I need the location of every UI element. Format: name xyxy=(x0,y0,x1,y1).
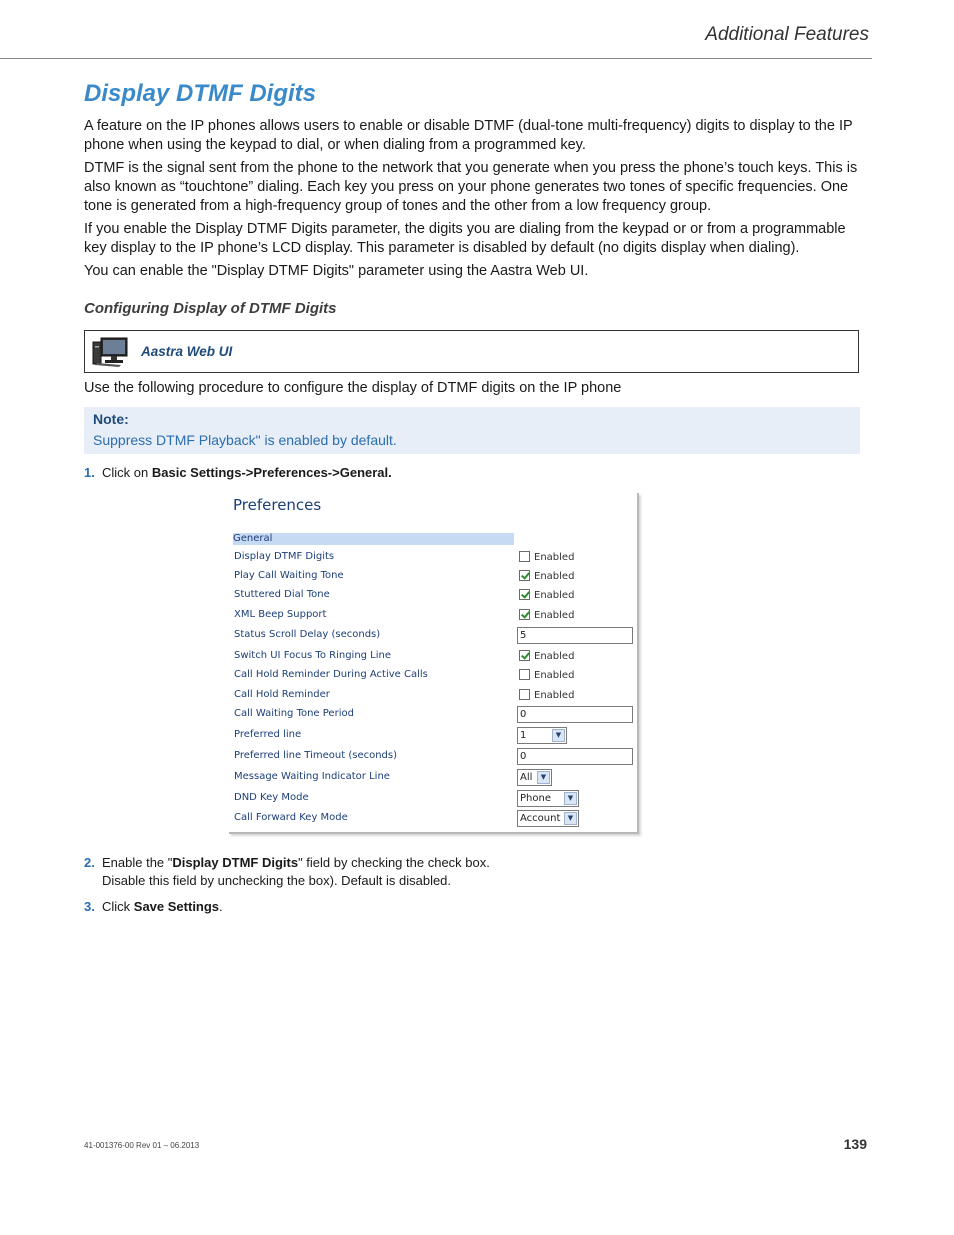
pref-label: DND Key Mode xyxy=(234,792,309,803)
switch-ui-focus-checkbox[interactable] xyxy=(519,650,530,661)
note-text: Suppress DTMF Playback" is enabled by default. xyxy=(93,432,397,448)
preferred-line-value: 1 xyxy=(520,730,527,741)
pref-row-call-forward-key-mode xyxy=(229,810,635,828)
footer-document-code: 41-001376-00 Rev 01 – 06.2013 xyxy=(84,1141,200,1150)
header-section-title: Additional Features xyxy=(705,24,869,45)
enabled-label: Enabled xyxy=(534,670,575,681)
message-waiting-indicator-line-select[interactable] xyxy=(517,769,552,786)
pref-label: Message Waiting Indicator Line xyxy=(234,771,390,782)
call-forward-key-mode-select[interactable] xyxy=(517,810,579,827)
chevron-down-icon[interactable]: ▼ xyxy=(564,812,577,825)
step-1 xyxy=(84,464,392,482)
call-hold-reminder-checkbox[interactable] xyxy=(519,689,530,700)
intro-paragraph-4: You can enable the "Display DTMF Digits" parameter using the Aastra Web UI. xyxy=(84,263,589,279)
pref-row-xml-beep-support xyxy=(229,607,635,625)
pref-row-dnd-key-mode xyxy=(229,790,635,808)
step-number: 2. xyxy=(84,855,95,870)
pref-row-preferred-line-timeout xyxy=(229,748,635,766)
note-label: Note: xyxy=(93,411,129,427)
pref-row-switch-ui-focus xyxy=(229,648,635,666)
enabled-label: Enabled xyxy=(534,610,575,621)
dnd-key-mode-value: Phone xyxy=(520,793,551,804)
step-text: " field by checking the check box. xyxy=(298,855,490,870)
pref-row-status-scroll-delay xyxy=(229,627,635,645)
pref-row-display-dtmf-digits xyxy=(229,549,635,567)
preferences-title: Preferences xyxy=(233,496,322,514)
intro-paragraph-3: If you enable the Display DTMF Digits parameter, the digits you are dialing from the keypad or or from a programmable key display to the IP phone’s LCD display. This parameter is disabled by default (no digits display when dialing). xyxy=(84,221,846,256)
pref-label: Preferred line Timeout (seconds) xyxy=(234,750,398,761)
header-divider xyxy=(0,58,872,59)
pref-row-play-call-waiting-tone xyxy=(229,568,635,586)
step-menu-path: Basic Settings->Preferences->General. xyxy=(151,465,392,480)
pref-row-call-hold-reminder-active xyxy=(229,667,635,685)
sub-heading: Configuring Display of DTMF Digits xyxy=(84,300,337,317)
pref-label: Preferred line xyxy=(234,729,302,740)
enabled-label: Enabled xyxy=(534,651,575,662)
pref-label: Stuttered Dial Tone xyxy=(234,589,330,600)
intro-paragraph-2: DTMF is the signal sent from the phone to the network that you generate when you press the phone’s touch keys. This is also known as “touchtone” dialing. Each key you press on your phone generates two tones of specific frequencies. One tone is generated from a high-frequency group of tones and the other from a low frequency group. xyxy=(84,160,858,214)
dnd-key-mode-select[interactable] xyxy=(517,790,579,807)
chevron-down-icon[interactable]: ▼ xyxy=(564,792,577,805)
pref-label: Status Scroll Delay (seconds) xyxy=(234,629,381,640)
enabled-label: Enabled xyxy=(534,571,575,582)
preferences-screenshot xyxy=(229,493,639,834)
preferred-line-timeout-input[interactable]: 0 xyxy=(517,748,633,765)
step-field-name: Display DTMF Digits xyxy=(172,855,299,870)
pref-row-call-hold-reminder xyxy=(229,687,635,705)
web-ui-label: Aastra Web UI xyxy=(141,344,233,359)
message-waiting-indicator-line-value: All xyxy=(520,772,533,783)
pref-label: Play Call Waiting Tone xyxy=(234,570,344,581)
step-3 xyxy=(84,898,223,916)
step-2 xyxy=(84,854,490,890)
web-ui-callout xyxy=(84,330,859,373)
display-dtmf-digits-checkbox[interactable] xyxy=(519,551,530,562)
pref-label: Call Waiting Tone Period xyxy=(234,708,354,719)
step-text: Enable the " xyxy=(102,855,173,870)
step-number: 3. xyxy=(84,899,95,914)
intro-paragraph-1: A feature on the IP phones allows users to enable or disable DTMF (dual-tone multi-frequency) digits to display to the IP phone when using the keypad to dial, or when dialing from a programmed key. xyxy=(84,118,853,153)
pref-row-call-waiting-tone-period xyxy=(229,706,635,724)
pref-label: Call Hold Reminder During Active Calls xyxy=(234,669,428,680)
pref-label: Call Hold Reminder xyxy=(234,689,330,700)
preferences-section-general: General xyxy=(233,533,514,545)
note-callout xyxy=(84,407,860,454)
procedure-intro: Use the following procedure to configure the display of DTMF digits on the IP phone xyxy=(84,380,622,396)
enabled-label: Enabled xyxy=(534,590,575,601)
play-call-waiting-tone-checkbox[interactable] xyxy=(519,570,530,581)
enabled-label: Enabled xyxy=(534,552,575,563)
enabled-label: Enabled xyxy=(534,690,575,701)
pref-row-message-waiting-indicator-line xyxy=(229,769,635,787)
step-text: Click on xyxy=(102,465,152,480)
chevron-down-icon[interactable]: ▼ xyxy=(552,729,565,742)
pref-label: Display DTMF Digits xyxy=(234,551,335,562)
computer-icon xyxy=(91,336,131,372)
step-number: 1. xyxy=(84,465,95,480)
pref-row-stuttered-dial-tone xyxy=(229,587,635,605)
pref-label: Call Forward Key Mode xyxy=(234,812,348,823)
pref-label: XML Beep Support xyxy=(234,609,327,620)
page-number: 139 xyxy=(843,1136,867,1152)
page-title: Display DTMF Digits xyxy=(84,80,317,107)
call-hold-reminder-active-checkbox[interactable] xyxy=(519,669,530,680)
step-text-line-2: Disable this field by unchecking the box). Default is disabled. xyxy=(102,873,452,888)
status-scroll-delay-input[interactable]: 5 xyxy=(517,627,633,644)
call-forward-key-mode-value: Account xyxy=(520,813,561,824)
pref-row-preferred-line xyxy=(229,727,635,745)
call-waiting-tone-period-input[interactable]: 0 xyxy=(517,706,633,723)
step-text: . xyxy=(219,899,223,914)
pref-label: Switch UI Focus To Ringing Line xyxy=(234,650,392,661)
chevron-down-icon[interactable]: ▼ xyxy=(537,771,550,784)
preferred-line-select[interactable] xyxy=(517,727,567,744)
step-button-name: Save Settings xyxy=(133,899,220,914)
stuttered-dial-tone-checkbox[interactable] xyxy=(519,589,530,600)
step-text: Click xyxy=(102,899,134,914)
xml-beep-support-checkbox[interactable] xyxy=(519,609,530,620)
